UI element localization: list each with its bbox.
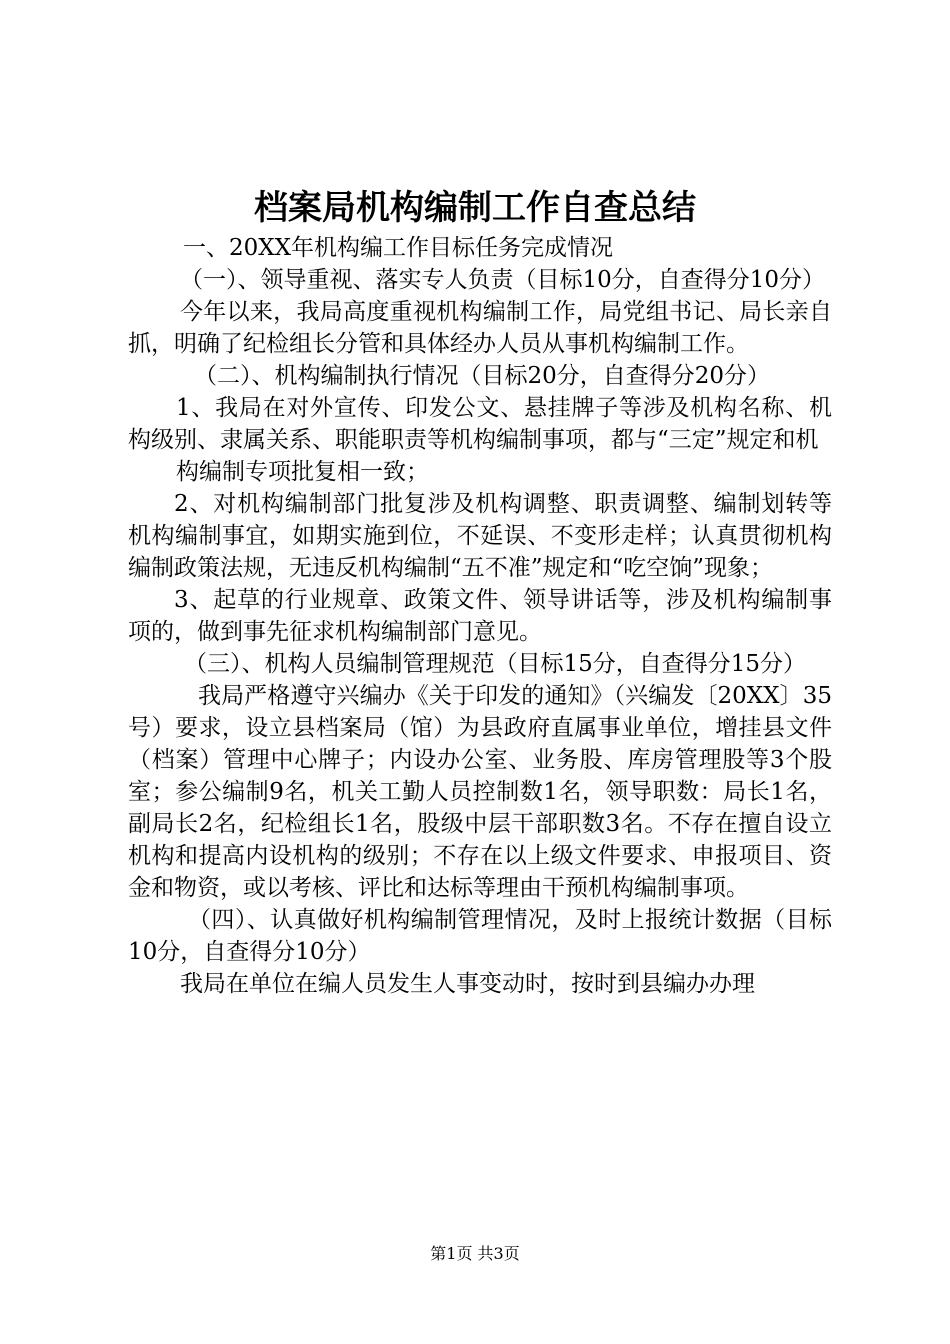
list-item: 2、对机构编制部门批复涉及机构调整、职责调整、编制划转等机构编制事宜，如期实施到位，不延误、不变形走样；认真贯彻机构编制政策法规，无违反机构编制“五不准”规定和“吃空饷”现象； — [128, 491, 832, 581]
subsection-heading-2: （二）、机构编制执行情况（目标20分，自查得分20分） — [194, 363, 771, 389]
section-heading-1: 一、20XX年机构编工作目标任务完成情况 — [183, 235, 614, 261]
paragraph: 构编制专项批复相一致； — [176, 459, 429, 485]
paragraph: 我局在单位在编人员发生人事变动时，按时到县编办办理 — [180, 971, 755, 997]
paragraph: 今年以来，我局高度重视机构编制工作，局党组书记、局长亲自抓，明确了纪检组长分管和具体经办人员从事机构编制工作。 — [128, 299, 832, 357]
document-body — [128, 232, 832, 1000]
subsection-heading-3: （三）、机构人员编制管理规范（目标15分，自查得分15分） — [184, 651, 807, 677]
subsection-heading-1: （一）、领导重视、落实专人负责（目标10分，自查得分10分） — [180, 267, 826, 293]
list-item: 1、我局在对外宣传、印发公文、悬挂牌子等涉及机构名称、机构级别、隶属关系、职能职责等机构编制事项，都与“三定”规定和机 — [128, 395, 832, 453]
subsection-heading-4: （四）、认真做好机构编制管理情况，及时上报统计数据（目标10分，自查得分10分） — [128, 907, 832, 965]
document-title: 档案局机构编制工作自查总结 — [254, 188, 696, 228]
page-number: 第1页 共3页 — [430, 1244, 520, 1263]
list-item: 3、起草的行业规章、政策文件、领导讲话等，涉及机构编制事项的，做到事先征求机构编制部门意见。 — [128, 587, 832, 645]
paragraph: 我局严格遵守兴编办《关于印发的通知》（兴编发〔20XX〕35号）要求，设立县档案局（馆）为县政府直属事业单位，增挂县文件（档案）管理中心牌子；内设办公室、业务股、库房管理股等3个股室；参公编制9名，机关工勤人员控制数1名，领导职数：局长1名，副局长2名，纪检组长1名，股级中层干部职数3名。不存在擅自设立机构和提高内设机构的级别；不存在以上级文件要求、申报项目、资金和物资，或以考核、评比和达标等理由干预机构编制事项。 — [128, 683, 832, 901]
